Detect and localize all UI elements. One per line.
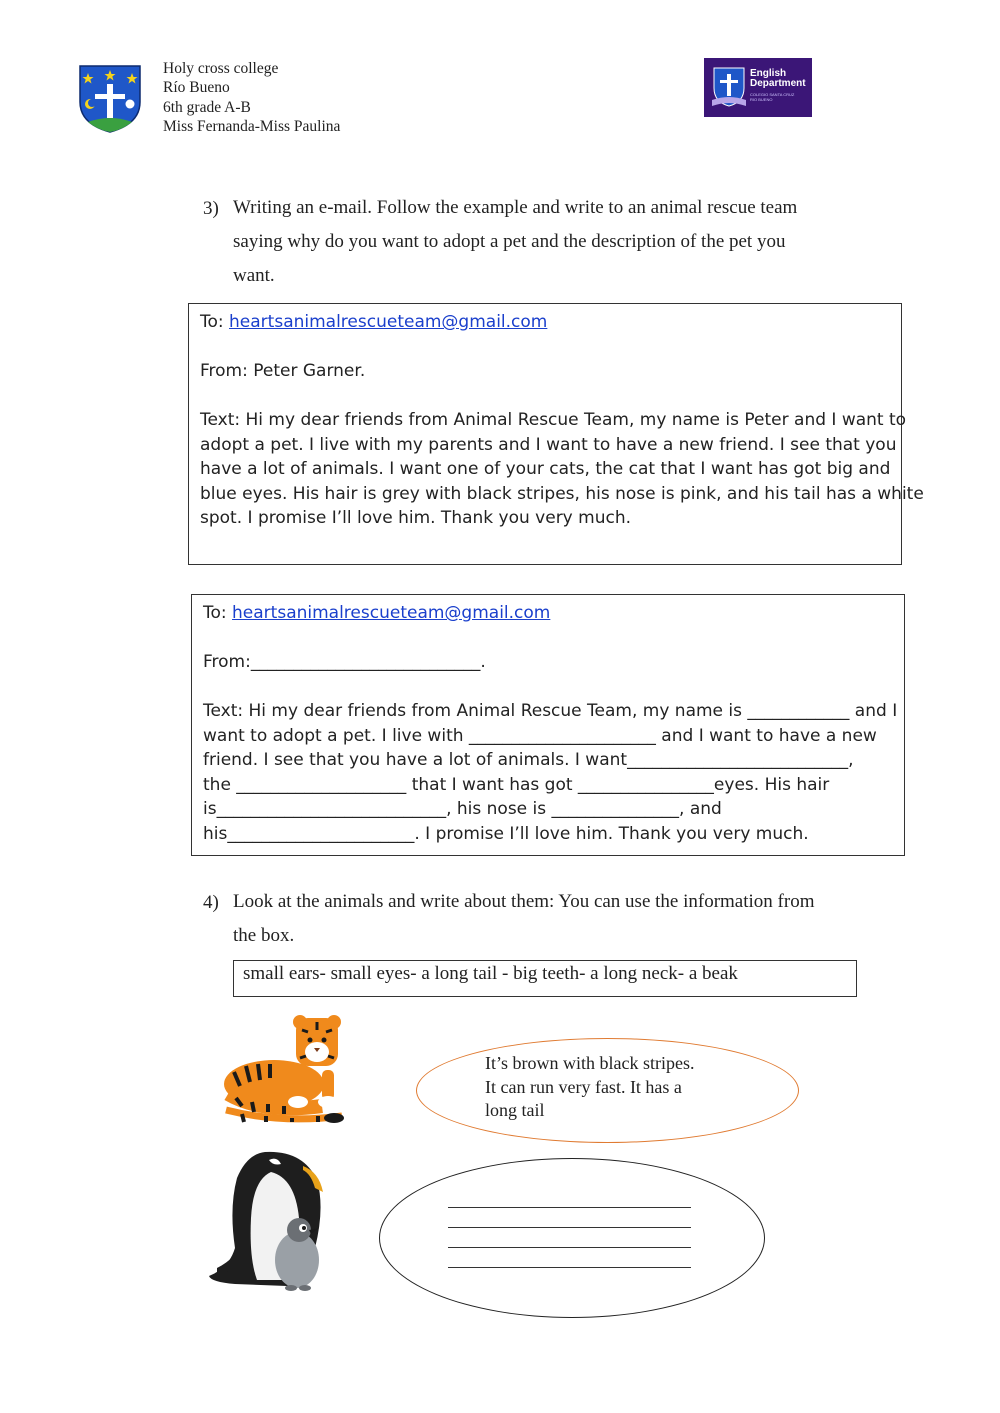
- department-crest-icon: [710, 66, 748, 108]
- template-email-box: [191, 594, 905, 856]
- answer-blank-line[interactable]: [448, 1227, 691, 1228]
- instruction-line: the box.: [233, 925, 295, 946]
- email-fill-line: is___________________________, his nose is _______________, and: [203, 799, 722, 820]
- answer-blank-line[interactable]: [448, 1247, 691, 1248]
- school-grade: 6th grade A-B: [163, 98, 251, 116]
- answer-blank-line[interactable]: [448, 1207, 691, 1208]
- tiger-description: [485, 1052, 694, 1123]
- vocabulary-box: [233, 960, 857, 997]
- badge-subtitle-city: RIO BUENO: [750, 97, 773, 102]
- example-email-box: [188, 303, 924, 565]
- penguin-answer-ellipse: [379, 1158, 765, 1318]
- email-to-line: [200, 310, 893, 335]
- school-crest-logo: [78, 64, 142, 134]
- teacher-names: Miss Fernanda-Miss Paulina: [163, 118, 341, 136]
- tiger-description-line: long tail: [485, 1100, 545, 1120]
- english-department-logo: [704, 58, 812, 117]
- instruction-line: Look at the animals and write about them: You can use the information from: [233, 891, 815, 912]
- answer-blank-line[interactable]: [448, 1267, 691, 1268]
- section-3-instructions: [233, 191, 797, 293]
- email-from-line: From: Peter Garner.: [200, 361, 366, 381]
- tiger-illustration: [222, 1014, 346, 1126]
- instruction-line: want.: [233, 265, 275, 286]
- school-city: Río Bueno: [163, 79, 230, 97]
- email-text-line: Text: Hi my dear friends from Animal Rescue Team, my name is Peter and I want to: [200, 410, 907, 430]
- badge-title-department: Department: [750, 78, 806, 89]
- tiger-description-line: It can run very fast. It has a: [485, 1076, 682, 1097]
- email-fill-line: Text: Hi my dear friends from Animal Rescue Team, my name is ____________ and I: [203, 701, 898, 721]
- email-text-line: blue eyes. His hair is grey with black stripes, his nose is pink, and his tail has a white: [200, 483, 924, 504]
- email-address-link[interactable]: heartsanimalrescueteam@gmail.com: [232, 603, 551, 623]
- tiger-description-line: It’s brown with black stripes.: [485, 1053, 695, 1073]
- badge-title-english: English: [750, 68, 787, 79]
- badge-subtitle-school: COLEGIO SANTA CRUZ: [750, 92, 795, 97]
- section-3-number: 3): [203, 198, 219, 219]
- section-4-number: 4): [203, 892, 219, 913]
- to-label: To:: [203, 603, 233, 623]
- school-info: [163, 59, 340, 137]
- instruction-line: Writing an e-mail. Follow the example and write to an animal rescue team: [233, 197, 798, 218]
- to-label: To:: [200, 312, 230, 332]
- email-text-line: have a lot of animals. I want one of your cats, the cat that I want has got big and: [200, 459, 891, 480]
- instruction-line: saying why do you want to adopt a pet and the description of the pet you: [233, 231, 786, 252]
- email-to-line: [203, 601, 896, 626]
- email-fill-line: friend. I see that you have a lot of animals. I want__________________________,: [203, 750, 854, 771]
- email-text-line: spot. I promise I’ll love him. Thank you very much.: [200, 508, 632, 529]
- school-name: Holy cross college: [163, 60, 279, 77]
- email-from-blank-line: From:___________________________.: [203, 652, 486, 672]
- penguin-illustration: [207, 1148, 331, 1292]
- email-fill-line: the ____________________ that I want has got ________________eyes. His hair: [203, 774, 830, 795]
- section-4-instructions: [233, 885, 815, 953]
- vocabulary-list: small ears- small eyes- a long tail - big teeth- a long neck- a beak: [243, 963, 738, 984]
- email-text-line: adopt a pet. I live with my parents and I want to have a new friend. I see that you: [200, 434, 897, 455]
- email-address-link[interactable]: heartsanimalrescueteam@gmail.com: [229, 312, 548, 332]
- email-fill-line: his______________________. I promise I’ll love him. Thank you very much.: [203, 824, 809, 844]
- email-fill-line: want to adopt a pet. I live with ______________________ and I want to have a new: [203, 725, 877, 746]
